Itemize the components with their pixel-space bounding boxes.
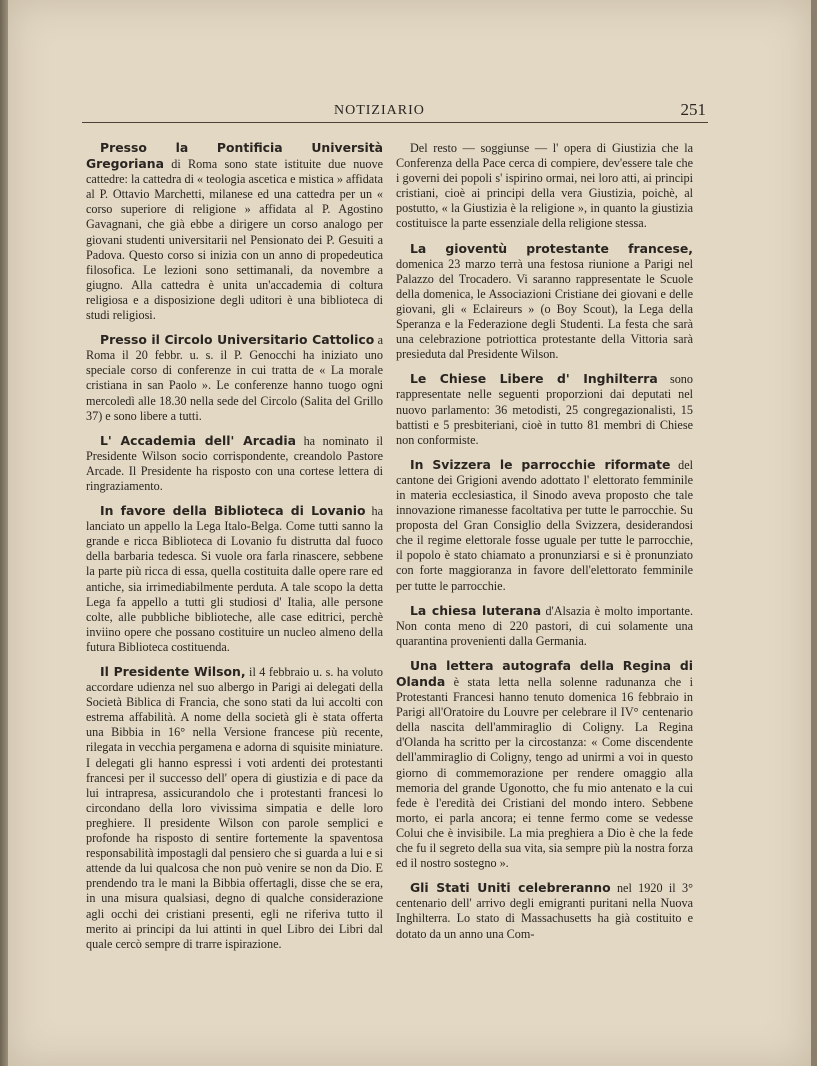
running-title: NOTIZIARIO [334,103,425,118]
news-item [86,664,383,952]
item-lead: L' Accademia dell' Arcadia [100,432,297,448]
item-text: è stata letta nella solenne radunanza che i Protestanti Francesi hanno tenuto domenica 16 febbraio in Parigi all'Oratoire du Louvre per celebrare il IV° centenario della nascita dell'ammiraglio di Coligny. La Regina d'Olanda ha scritto per la circostanza: « Come discendente dell'ammiraglio di Coligny, tengo ad unirmi a voi in questo giorno di commemorazione per rendere omaggio alla memoria del grande Ugonotto, che fu mio antenato e la cui fede è l'eredità dei Cristiani del mondo intero. Sebbene morto, ei parla ancora; ei tenne fermo come se vedesse Colui che è invisibile. La mia preghiera a Dio è che la fede che fu il segreto della sua vita, sia sempre più la nostra forza ed il nostro sostegno ». [396,675,693,871]
item-lead: Il Presidente Wilson, [100,664,246,679]
item-text: a Roma il 20 febbr. u. s. il P. Genocchi ha iniziato uno speciale corso di conferenze in cui tratta de « La morale cristiana in san Paolo ». Le conferenze hanno tuogo ogni mercoledì alle 18.30 nella sede del Circolo (Salita del Grillo 37) e sono libere a tutti. [86,333,383,423]
item-text: domenica 23 marzo terrà una festosa riunione a Parigi nel Palazzo del Trocadero. Vi saranno rappresentate le Scuole della domenica, le Associazioni Cristiane dei giovani e delle giovani, gli « Eclaireurs » (o Boy Scout), la Lega della Speranza e la Federazione degli Studenti. La festa che sarà una celebrazione potriottica protestante della Vittoria sarà presieduta dal Presidente Wilson. [396,256,693,362]
news-item [396,658,693,871]
item-text: sono rappresentate nelle seguenti proporzioni dai deputati nel nuovo parlamento: 36 metodisti, 25 congregazionalisti, 15 battisti e 5 presbiteriani, cioè in tutto 81 membri di Chiese non conformiste. [396,372,693,447]
news-item [86,433,383,494]
news-item [86,503,383,655]
item-text: del cantone dei Grigioni avendo adottato l' elettorato femminile in materia ecclesiastica, il Sinodo aveva proposto che tale innovazione rimanesse facoltativa per tutte le parrocchie. Su proposta del Gran Consiglio della Svizzera, desiderandosi che il regime elettorale fosse uguale per tutte le parrocchie, il popolo è stato chiamato a pronunziarsi e si è pronunziato con forte maggioranza in favore dell'elettorato femminile per tutte le parrocchie. [396,457,694,593]
item-text: d'Alsazia è molto importante. Non conta meno di 220 pastori, di cui solamente una quarantina provenienti dalla Germania. [396,603,693,648]
page-number: 251 [680,100,706,119]
item-text: il 4 febbraio u. s. ha voluto accordare udienza nel suo albergo in Parigi ai delegati della Società Biblica di Francia, che sono stati da lui accolti con estrema affabilità. A nome della società gli è stata offerta una Bibbia in 16° nella Versione francese più recente, rilegata in vecchia pergamena e adorna di squisite miniature. I delegati gli hanno espressi i voti ardenti dei protestanti francesi per il successo dell' opera di giustizia e di pace da lui intrapresa, assicurandolo che i protestanti francesi lo circondano della loro vivissima simpatia e delle loro preghiere. Il presidente Wilson con parole semplici e profonde ha risposto di sentire fortemente la spaventosa responsabilità impostagli dal pensiero che si guarda a lui e si attende da lui qualcosa che non può venire se non da Dio. E prendendo tra le mani la Bibbia offertagli, disse che se era, in una misura qualsiasi, degno di qualche considerazione agli occhi dei cristiani presenti, egli ne riferiva tutto il merito ai principi da lui attinti in quel Libro dei Libri dal quale cercò sempre di trarre ispirazione. [86,665,383,951]
item-lead: In Svizzera le parrocchie riformate [410,456,671,472]
item-text: ha nominato il Presidente Wilson socio corrispondente, creandolo Pastore Arcade. Il Presidente ha risposto con una cortese lettera di ringraziamento. [86,433,383,493]
item-text: di Roma sono state istituite due nuove cattedre: la cattedra di « teologia ascetica e mistica » affidata al P. Ottavio Marchetti, milanese ed una cattedra per un « corso superiore di religione » affidata al P. Agostino Gavagnani, che già ebbe a dirigere un corso analogo per giovani studenti universitarii nel Pensionato dei P. Gesuiti a Padova. Questo corso si inizia con un anno di propedeutica filosofica. Le lezioni sono settimanali, da novembre a giugno. Alla cattedra è unita un'accademia di coltura religiosa e a disposizione degli uditori è una biblioteca di studi religiosi. [86,157,383,323]
item-lead: In favore della Biblioteca di Lovanio [100,503,366,519]
item-lead: Una lettera autografa della Regina di Olanda [396,657,693,689]
item-text: Del resto — soggiunse — l' opera di Giustizia che la Conferenza della Pace cerca di compiere, dev'essere tale che i governi dei popoli s' ispirino ormai, nei loro atti, ai principi cristiani, cioè ai principi della vera Giustizia, poichè, al postutto, « la Giustizia è la religione », in quanto la giustizia costituisce la parte essenziale della religione stessa. [396,141,693,231]
right-column [396,140,693,951]
item-text: nel 1920 il 3° centenario dell' arrivo degli emigranti puritani nella Nuova Inghilterra. Lo stato di Massachusetts ha già costituito e dotato da un anno una Com- [396,881,693,941]
news-item [396,371,693,447]
news-item [86,332,383,424]
left-column [86,140,383,961]
news-item [396,603,693,649]
item-lead: Presso la Pontificia Università Gregoriana [86,140,383,172]
news-item [396,457,693,594]
news-item [396,241,693,363]
news-item [396,880,693,941]
item-lead: Presso il Circolo Universitario Cattolico [100,332,375,348]
item-lead: La chiesa luterana [410,602,542,618]
news-item [86,140,383,323]
header-rule [82,122,708,123]
item-text: ha lanciato un appello la Lega Italo-Belga. Come tutti sanno la grande e ricca Biblioteca di Lovanio fu distrutta dal fuoco della barbaria tedesca. Si vuole ora farla rinascere, sebbene la parte più ricca di essa, quella costituita dalle opere rare ed antiche, sia irrimediabilmente perduta. A tale scopo la detta Lega fa appello a tutti gli studiosi d' Italia, alle persone colte, alle pubbliche biblioteche, alle case editrici, perchè inviino opere che possano costituire un nucleo almeno della futura Biblioteca costituenda. [86,504,383,654]
item-lead: Le Chiese Libere d' Inghilterra [410,371,658,387]
page-header [86,100,706,120]
item-lead: Gli Stati Uniti celebreranno [410,880,611,896]
news-item [396,140,693,232]
item-lead: La gioventù protestante francese, [410,240,693,256]
page-binding-edge [0,0,8,1066]
